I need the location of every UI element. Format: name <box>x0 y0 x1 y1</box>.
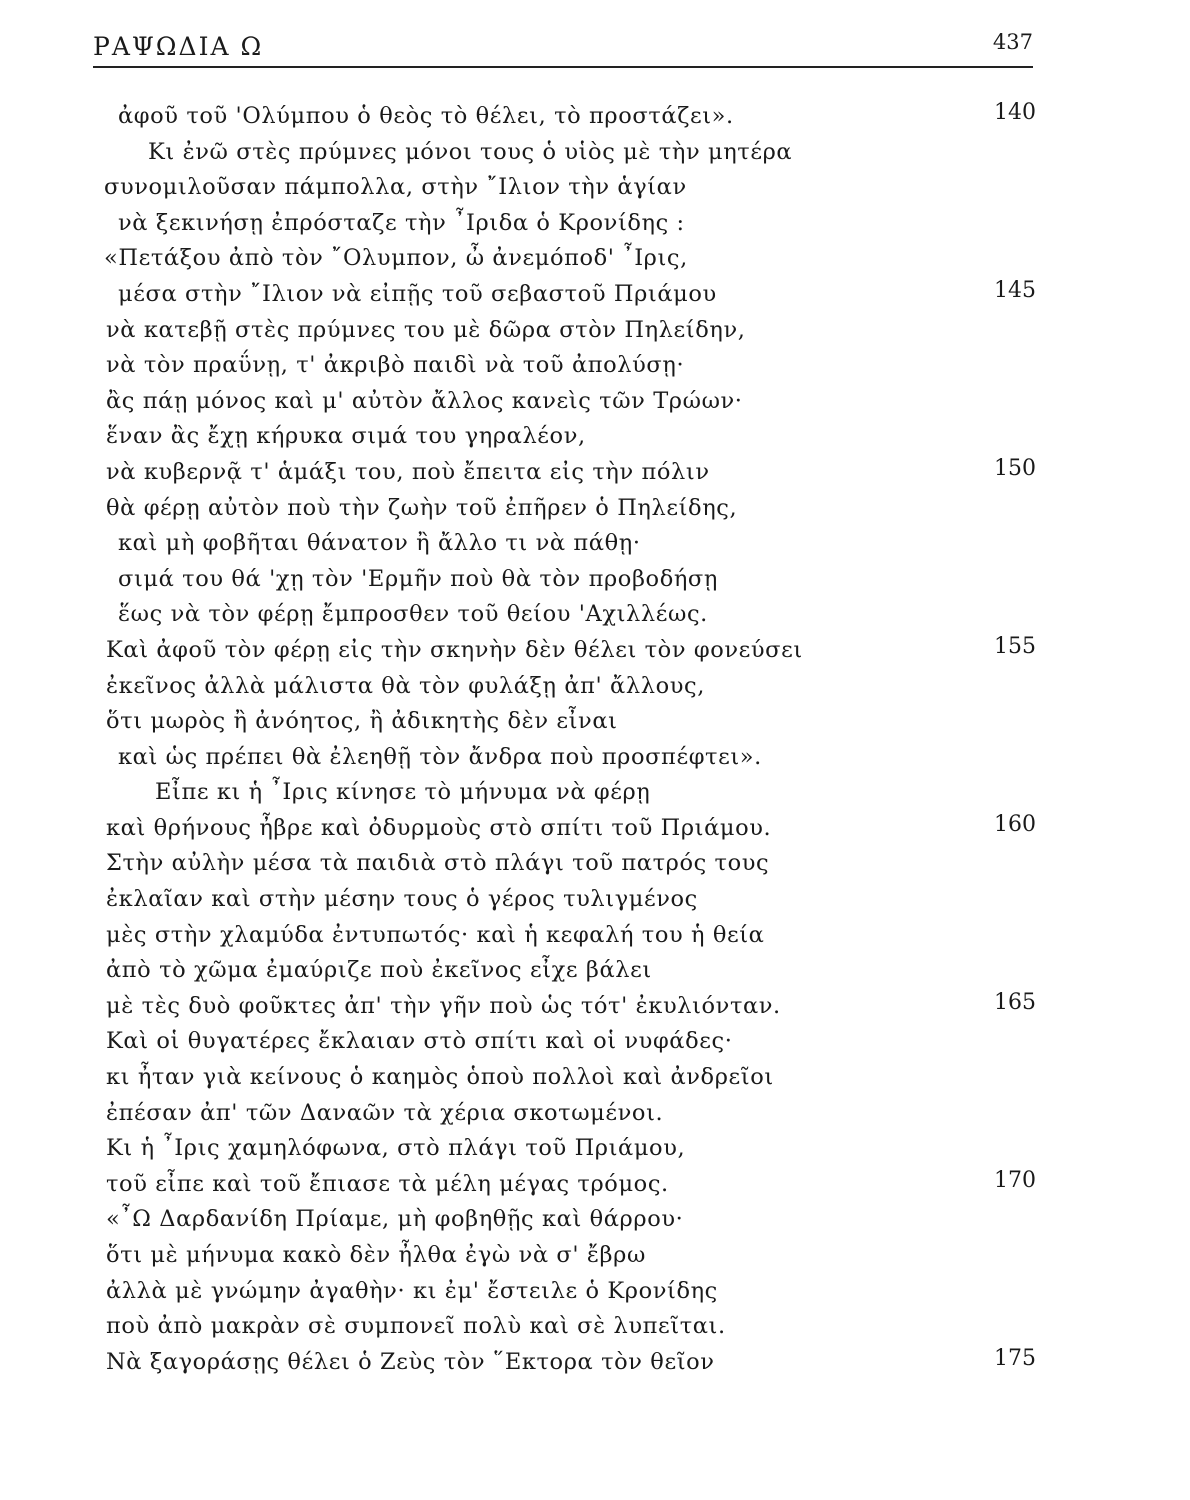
verse-line <box>0 455 1190 491</box>
header-rule <box>93 66 1033 68</box>
verse-line <box>0 811 1190 847</box>
running-title: ΡΑΨΩΔΙΑ Ω <box>93 32 264 61</box>
verse-line <box>0 953 1190 989</box>
verse-text: καὶ μὴ φοβῆται θάνατον ἢ ἄλλο τι νὰ πάθῃ· <box>118 530 641 557</box>
verse-text: συνομιλοῦσαν πάμπολλα, στὴν ῎Ιλιον τὴν ἁγίαν <box>104 174 687 201</box>
verse-line <box>0 775 1190 811</box>
verse-line <box>0 1024 1190 1060</box>
verse-text: «῏Ω Δαρδανίδη Πρίαμε, μὴ φοβηθῇς καὶ θάρρου· <box>106 1206 684 1233</box>
verse-text: ἕως νὰ τὸν φέρῃ ἔμπροσθεν τοῦ θείου 'Αχιλλέως. <box>118 601 708 628</box>
verse-text: Κι ἡ ῏Ιρις χαμηλόφωνα, στὸ πλάγι τοῦ Πριάμου, <box>106 1135 686 1162</box>
verse-text: ἀλλὰ μὲ γνώμην ἀγαθὴν· κι ἐμ' ἔστειλε ὁ Κρονίδης <box>106 1277 718 1304</box>
verse-line <box>0 1309 1190 1345</box>
verse-line <box>0 384 1190 420</box>
verse-line <box>0 1096 1190 1132</box>
verse-text: «Πετάξου ἀπὸ τὸν ῎Ολυμπον, ὦ ἀνεμόποδ' ῏Ιρις, <box>104 245 688 272</box>
line-number: 165 <box>994 989 1036 1015</box>
verse-text: Καὶ οἱ θυγατέρες ἔκλαιαν στὸ σπίτι καὶ οἱ νυφάδες· <box>106 1028 733 1055</box>
verse-text: ἂς πάῃ μόνος καὶ μ' αὐτὸν ἄλλος κανεὶς τῶν Τρώων· <box>106 387 743 414</box>
verse-line <box>0 562 1190 598</box>
verse-text: νὰ κατεβῇ στὲς πρύμνες του μὲ δῶρα στὸν Πηλείδην, <box>106 316 746 343</box>
line-number: 140 <box>994 100 1036 125</box>
verse-text: ποὺ ἀπὸ μακρὰν σὲ συμπονεῖ πολὺ καὶ σὲ λυπεῖται. <box>106 1313 726 1340</box>
verse-text: μέσα στὴν ῎Ιλιον νὰ εἰπῇς τοῦ σεβαστοῦ Πριάμου <box>118 280 717 307</box>
verse-text: μὲς στὴν χλαμύδα ἐντυπωτός· καὶ ἡ κεφαλή του ἡ θεία <box>106 921 765 948</box>
verse-text: ὅτι μὲ μήνυμα κακὸ δὲν ἦλθα ἐγὼ νὰ σ' ἔβρω <box>106 1242 646 1268</box>
verse-text: Καὶ ἀφοῦ τὸν φέρῃ εἰς τὴν σκηνὴν δὲν θέλει τὸν φονεύσει <box>106 636 803 663</box>
verse-text: Εἶπε κι ἡ ῏Ιρις κίνησε τὸ μήνυμα νὰ φέρῃ <box>155 779 651 806</box>
verse-text: μὲ τὲς δυὸ φοῦκτες ἀπ' τὴν γῆν ποὺ ὡς τότ' ἐκυλιόνταν. <box>106 992 781 1019</box>
verse-text: Κι ἐνῶ στὲς πρύμνες μόνοι τους ὁ υἱὸς μὲ τὴν μητέρα <box>148 138 793 165</box>
verse-line <box>0 135 1190 171</box>
verse-line <box>0 1345 1190 1381</box>
verse-line <box>0 740 1190 776</box>
verse-line <box>0 206 1190 242</box>
verse-text: τοῦ εἶπε καὶ τοῦ ἔπιασε τὰ μέλη μέγας τρόμος. <box>106 1170 669 1197</box>
verse-line <box>0 1202 1190 1238</box>
line-number: 145 <box>994 277 1036 303</box>
verse-text: κι ἦταν γιὰ κείνους ὁ καημὸς ὁποὺ πολλοὶ καὶ ἀνδρεῖοι <box>106 1064 774 1091</box>
verse-line <box>0 1131 1190 1167</box>
verse-line <box>0 170 1190 206</box>
page-header <box>93 30 1033 66</box>
verse-line <box>0 241 1190 277</box>
verse-line <box>0 348 1190 384</box>
verse-line <box>0 277 1190 313</box>
verse-line <box>0 313 1190 349</box>
verse-line <box>0 597 1190 633</box>
line-number: 160 <box>994 811 1036 837</box>
verse-text: νὰ τὸν πραΰνῃ, τ' ἀκριβὸ παιδὶ νὰ τοῦ ἀπολύσῃ· <box>106 352 685 379</box>
verse-text: ἐπέσαν ἀπ' τῶν Δαναῶν τὰ χέρια σκοτωμένοι. <box>106 1099 664 1126</box>
verse-line <box>0 1238 1190 1274</box>
verse-text: ἀφοῦ τοῦ 'Ολύμπου ὁ θεὸς τὸ θέλει, τὸ προστάζει». <box>118 103 734 129</box>
verse-line <box>0 1274 1190 1310</box>
verse-line <box>0 1060 1190 1096</box>
verse-line <box>0 419 1190 455</box>
verse-text: ὅτι μωρὸς ἢ ἀνόητος, ἢ ἀδικητὴς δὲν εἶναι <box>106 708 618 735</box>
verse-text: καὶ θρήνους ἦβρε καὶ ὀδυρμοὺς στὸ σπίτι τοῦ Πριάμου. <box>106 814 772 841</box>
verse-text: ἐκεῖνος ἀλλὰ μάλιστα θὰ τὸν φυλάξῃ ἀπ' ἄλλους, <box>106 672 705 699</box>
verse-text: νὰ ξεκινήσῃ ἐπρόσταζε τὴν ῏Ιριδα ὁ Κρονίδης : <box>118 209 685 236</box>
verse-text: ἐκλαῖαν καὶ στὴν μέσην τους ὁ γέρος τυλιγμένος <box>106 886 698 913</box>
line-number: 175 <box>994 1345 1036 1371</box>
verse-text: νὰ κυβερνᾷ τ' ἁμάξι του, ποὺ ἔπειτα εἰς τὴν πόλιν <box>106 458 710 485</box>
verse-line <box>0 704 1190 740</box>
verse-text: Νὰ ξαγοράσῃς θέλει ὁ Ζεὺς τὸν ῞Εκτορα τὸν θεῖον <box>106 1348 715 1375</box>
verse-line <box>0 99 1190 135</box>
verse-line <box>0 526 1190 562</box>
verse-line <box>0 669 1190 705</box>
verse-block <box>0 99 1190 1380</box>
verse-line <box>0 633 1190 669</box>
verse-line <box>0 882 1190 918</box>
verse-text: θὰ φέρῃ αὐτὸν ποὺ τὴν ζωὴν τοῦ ἐπῆρεν ὁ Πηλείδης, <box>106 494 738 521</box>
line-number: 170 <box>994 1167 1036 1193</box>
verse-line <box>0 491 1190 527</box>
verse-text: Στὴν αὐλὴν μέσα τὰ παιδιὰ στὸ πλάγι τοῦ πατρός τους <box>106 850 770 877</box>
verse-text: σιμά του θά 'χῃ τὸν 'Ερμῆν ποὺ θὰ τὸν προβοδήσῃ <box>118 565 718 592</box>
page-number: 437 <box>992 30 1033 54</box>
verse-line <box>0 846 1190 882</box>
line-number: 155 <box>994 633 1036 659</box>
verse-text: ἕναν ἂς ἔχῃ κήρυκα σιμά του γηραλέον, <box>106 423 586 450</box>
verse-line <box>0 1167 1190 1203</box>
line-number: 150 <box>994 455 1036 481</box>
verse-line <box>0 989 1190 1025</box>
verse-text: καὶ ὡς πρέπει θὰ ἐλεηθῇ τὸν ἄνδρα ποὺ προσπέφτει». <box>118 743 762 770</box>
verse-line <box>0 918 1190 954</box>
verse-text: ἀπὸ τὸ χῶμα ἐμαύριζε ποὺ ἐκεῖνος εἶχε βάλει <box>106 957 652 984</box>
